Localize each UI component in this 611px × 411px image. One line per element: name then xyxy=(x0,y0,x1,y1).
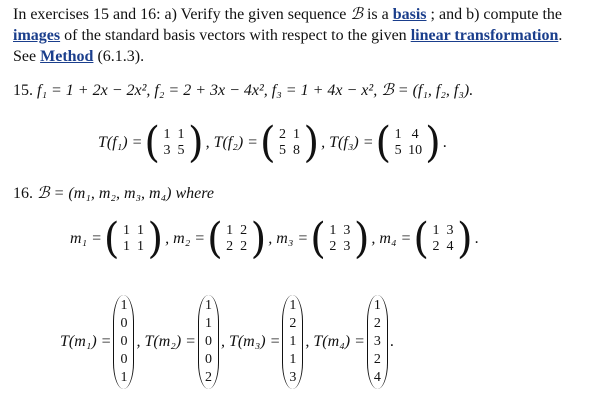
vector-entry: 1 xyxy=(204,316,212,331)
exercise-16-images xyxy=(60,295,394,389)
link-linear-transformation[interactable]: linear transformation xyxy=(410,27,559,44)
vector-tm2 xyxy=(198,295,219,389)
exercise-16-statement xyxy=(13,183,214,203)
vector-entry: 2 xyxy=(373,352,381,367)
matrix-entry: 4 xyxy=(446,239,454,254)
vector-entry: 0 xyxy=(120,352,128,367)
vector-entry: 3 xyxy=(373,334,381,349)
t-f2-label: , T(f₂) = xyxy=(205,134,258,151)
matrix-entry: 1 xyxy=(137,223,145,238)
right-paren: ) xyxy=(456,214,473,264)
right-paren: ) xyxy=(187,118,204,168)
vector-tm4 xyxy=(367,295,388,389)
exercise-15-statement xyxy=(13,80,473,100)
left-paren: ( xyxy=(103,214,120,264)
t-m4-label: , T(m₄) = xyxy=(305,333,365,350)
left-paren: ( xyxy=(310,214,326,264)
matrix-entry: 2 xyxy=(240,239,248,254)
matrix-tf3 xyxy=(375,118,441,168)
m3-label: , m₃ = xyxy=(268,230,309,247)
matrix-entry: 1 xyxy=(432,223,440,238)
matrix-entry: 2 xyxy=(329,239,337,254)
matrix-entry: 5 xyxy=(394,143,402,158)
matrix-entry: 1 xyxy=(226,223,234,238)
left-paren: ( xyxy=(259,118,276,168)
exercise-16-matrices xyxy=(70,214,479,264)
left-paren: ( xyxy=(207,214,223,264)
intro-text: (6.1.3). xyxy=(93,48,145,65)
intro-text: ; and b) compute the xyxy=(426,6,563,23)
vector-entry: 1 xyxy=(373,298,381,313)
vector-entry: 2 xyxy=(204,370,212,385)
matrix-m1 xyxy=(103,214,164,264)
vector-entry: 1 xyxy=(120,370,128,385)
t-f3-label: , T(f₃) = xyxy=(321,134,374,151)
intro-text: of the standard basis vectors with respect to the given xyxy=(60,27,411,44)
t-m3-label: , T(m₃) = xyxy=(220,333,281,350)
vector-entry: 4 xyxy=(373,370,381,385)
t-f1-label: T(f₁) = xyxy=(98,134,143,151)
matrix-entry: 1 xyxy=(293,127,301,142)
intro-text: See xyxy=(13,48,41,65)
vector-entry: 1 xyxy=(289,334,297,349)
matrix-m3 xyxy=(310,214,370,264)
vector-entry: 1 xyxy=(204,298,212,313)
vector-tm3 xyxy=(282,295,303,389)
right-paren: ) xyxy=(250,214,267,264)
intro-paragraph xyxy=(13,4,603,67)
vector-entry: 1 xyxy=(120,298,128,313)
right-paren: ) xyxy=(425,118,441,168)
exercise-16-label: 16. xyxy=(13,185,33,202)
vector-entry: 1 xyxy=(289,298,297,313)
matrix-m4 xyxy=(413,214,473,264)
vector-entry: 1 xyxy=(289,352,297,367)
exercise-15-functions: f₁ = 1 + 2x − 2x², f₂ = 2 + 3x − 4x², f₃ = 1 + 4x − x², ℬ = (f₁, f₂, f₃). xyxy=(37,82,474,99)
matrix-entry: 1 xyxy=(123,239,131,254)
matrix-entry: 3 xyxy=(446,223,454,238)
matrix-entry: 8 xyxy=(293,143,301,158)
end-period: . xyxy=(389,333,394,350)
vector-entry: 2 xyxy=(289,316,297,331)
matrix-entry: 3 xyxy=(343,239,351,254)
matrix-tf2 xyxy=(259,118,320,168)
t-m2-label: , T(m₂) = xyxy=(136,333,196,350)
t-m1-label: T(m₁) = xyxy=(60,333,112,350)
intro-text: In exercises 15 and 16: a) Verify the given sequence xyxy=(13,6,351,23)
intro-text: . xyxy=(558,27,563,44)
right-paren: ) xyxy=(353,214,370,264)
m1-label: m₁ = xyxy=(70,230,102,247)
vector-tm1 xyxy=(113,295,134,389)
link-images[interactable]: images xyxy=(13,27,61,44)
vector-entry: 2 xyxy=(373,316,381,331)
right-paren: ) xyxy=(303,118,320,168)
exercise-15-label: 15. xyxy=(13,82,33,99)
matrix-entry: 5 xyxy=(279,143,287,158)
vector-entry: 0 xyxy=(204,352,212,367)
left-paren: ( xyxy=(375,118,392,168)
matrix-entry: 2 xyxy=(432,239,440,254)
link-method[interactable]: Method xyxy=(40,48,94,65)
left-paren: ( xyxy=(413,214,429,264)
matrix-tf1 xyxy=(144,118,204,168)
vector-entry: 3 xyxy=(289,370,297,385)
m4-label: , m₄ = xyxy=(371,230,412,247)
right-paren: ) xyxy=(147,214,164,264)
m2-label: , m₂ = xyxy=(165,230,206,247)
end-period: . xyxy=(442,134,447,151)
end-period: . xyxy=(474,230,479,247)
matrix-entry: 1 xyxy=(177,127,185,142)
intro-text: is a xyxy=(362,6,393,23)
matrix-entry: 1 xyxy=(329,223,337,238)
vector-entry: 0 xyxy=(204,334,212,349)
matrix-entry: 1 xyxy=(123,223,131,238)
matrix-m2 xyxy=(207,214,267,264)
link-basis[interactable]: basis xyxy=(392,6,427,23)
matrix-entry: 2 xyxy=(279,127,287,142)
exercise-15-matrices xyxy=(98,118,447,168)
matrix-entry: 1 xyxy=(394,127,402,142)
matrix-entry: 10 xyxy=(408,143,423,158)
matrix-entry: 3 xyxy=(343,223,351,238)
matrix-entry: 1 xyxy=(137,239,145,254)
left-paren: ( xyxy=(144,118,160,168)
matrix-entry: 4 xyxy=(411,127,419,142)
vector-entry: 0 xyxy=(120,316,128,331)
matrix-entry: 1 xyxy=(163,127,171,142)
vector-entry: 0 xyxy=(120,334,128,349)
exercise-16-basis: ℬ = (m₁, m₂, m₃, m₄) where xyxy=(37,185,215,202)
matrix-entry: 3 xyxy=(163,143,171,158)
matrix-entry: 5 xyxy=(177,143,185,158)
basis-symbol: ℬ xyxy=(350,6,363,23)
matrix-entry: 2 xyxy=(226,239,234,254)
matrix-entry: 2 xyxy=(240,223,248,238)
